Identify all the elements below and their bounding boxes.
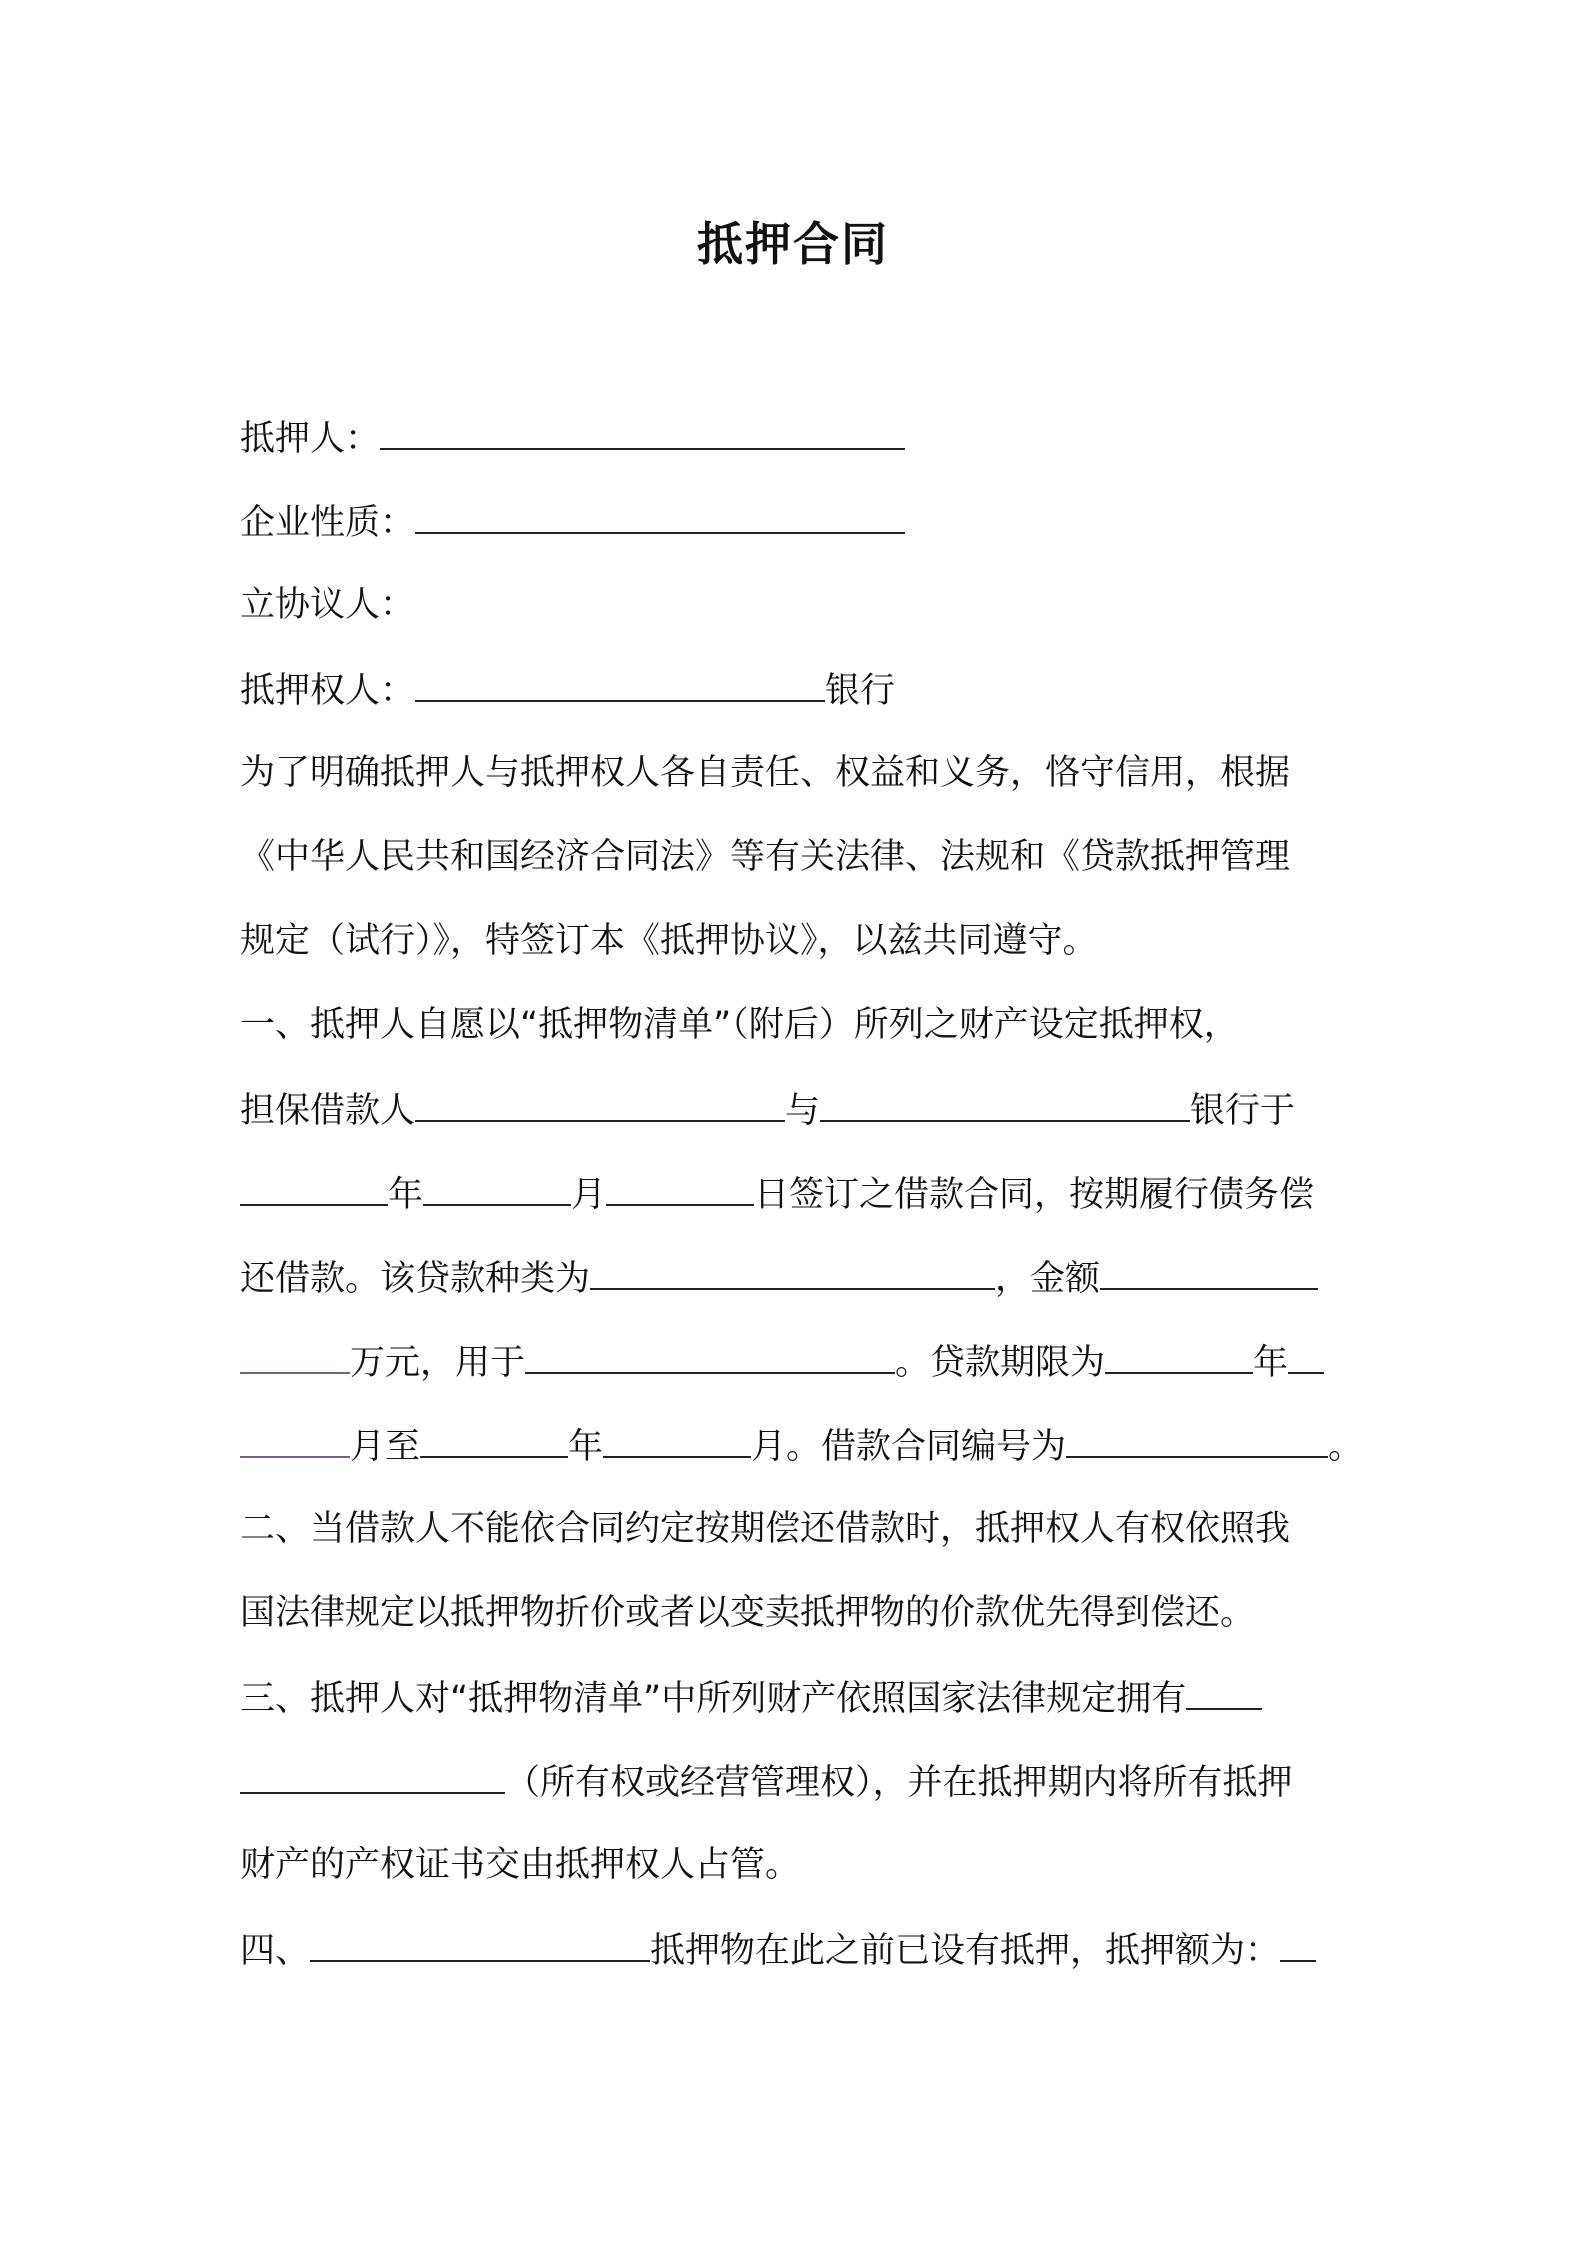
clause4-prefix: 四、 — [240, 1931, 311, 1971]
end-year-blank[interactable] — [420, 1420, 568, 1458]
clause1-line-3 — [240, 1168, 1350, 1218]
purpose-blank[interactable] — [525, 1336, 895, 1374]
clause4-middle: 抵押物在此之前已设有抵押，抵押额为： — [650, 1931, 1281, 1971]
clause3-suffix: （所有权或经营管理权），并在抵押期内将所有抵押 — [505, 1763, 1293, 1803]
clause3-text: 三、抵押人对“抵押物清单”中所列财产依照国家法律规定拥有 — [240, 1679, 1187, 1719]
sign-day-blank[interactable] — [606, 1168, 754, 1206]
ownership-blank[interactable] — [1186, 1672, 1262, 1710]
with-text: 与 — [785, 1091, 821, 1131]
amount-blank-cont[interactable] — [240, 1336, 350, 1374]
guarantee-prefix: 担保借款人 — [240, 1091, 416, 1131]
clause2-line-1: 二、当借款人不能依合同约定按期偿还借款时，抵押权人有权依照我 — [240, 1509, 1291, 1549]
mortgagee-label: 抵押权人： — [240, 671, 416, 711]
clause2-line-2: 国法律规定以抵押物折价或者以变卖抵押物的价款优先得到偿还。 — [240, 1593, 1256, 1633]
borrower-blank[interactable] — [415, 1084, 785, 1122]
term-label: 。贷款期限为 — [895, 1343, 1106, 1383]
clause1-line-4 — [240, 1252, 1350, 1302]
clause1-line-6 — [240, 1420, 1364, 1470]
term-month-blank[interactable] — [1288, 1336, 1324, 1374]
clause3-line-3: 财产的产权证书交由抵押权人占管。 — [240, 1845, 801, 1885]
enterprise-blank[interactable] — [415, 496, 905, 534]
sign-year-blank[interactable] — [240, 1168, 388, 1206]
mortgagee-line — [240, 664, 1350, 714]
mortgagor-label: 抵押人： — [240, 419, 381, 459]
clause4-line-1 — [240, 1924, 1350, 1974]
enterprise-label: 企业性质： — [240, 503, 416, 543]
month-to-text: 月至 — [350, 1427, 421, 1467]
clause3-line-1 — [240, 1672, 1350, 1722]
end-month-blank[interactable] — [603, 1420, 751, 1458]
day-sign-text: 日签订之借款合同，按期履行债务偿 — [754, 1175, 1315, 1215]
clause3-line-2 — [240, 1756, 1350, 1806]
contract-no-label: 月。借款合同编号为 — [751, 1427, 1067, 1467]
wan-use-text: 万元，用于 — [350, 1343, 526, 1383]
ownership-blank-cont[interactable] — [240, 1756, 505, 1794]
document-title: 抵押合同 — [697, 217, 889, 271]
loan-type-blank[interactable] — [590, 1252, 995, 1290]
agreement-party-label: 立协议人： — [240, 585, 416, 625]
loan-type-prefix: 还借款。该贷款种类为 — [240, 1259, 591, 1299]
year3-text: 年 — [568, 1427, 604, 1467]
bank-on-text: 银行于 — [1190, 1091, 1296, 1131]
year-text: 年 — [388, 1175, 424, 1215]
period-text: 。 — [1328, 1427, 1364, 1467]
mortgagee-blank[interactable] — [415, 664, 825, 702]
amount-label: ，金额 — [995, 1259, 1101, 1299]
clause1-line-5 — [240, 1336, 1350, 1386]
mortgage-amount-blank[interactable] — [1280, 1924, 1316, 1962]
bank-blank[interactable] — [820, 1084, 1190, 1122]
prior-mortgage-blank[interactable] — [310, 1924, 650, 1962]
amount-blank[interactable] — [1100, 1252, 1318, 1290]
term-month-blank-cont[interactable] — [240, 1420, 350, 1458]
year2-text: 年 — [1253, 1343, 1289, 1383]
preamble-line-1: 为了明确抵押人与抵押权人各自责任、权益和义务，恪守信用，根据 — [240, 753, 1291, 793]
clause1-line-2 — [240, 1084, 1350, 1134]
preamble-line-3: 规定（试行）》，特签订本《抵押协议》，以兹共同遵守。 — [240, 921, 1098, 961]
contract-no-blank[interactable] — [1066, 1420, 1328, 1458]
clause1-line-1: 一、抵押人自愿以“抵押物清单”（附后）所列之财产设定抵押权， — [240, 1005, 1239, 1045]
agreement-party-line — [240, 580, 1350, 630]
mortgagor-blank[interactable] — [380, 412, 905, 450]
preamble-line-2: 《中华人民共和国经济合同法》等有关法律、法规和《贷款抵押管理 — [240, 837, 1291, 877]
mortgagor-line — [240, 412, 1350, 462]
term-year-blank[interactable] — [1105, 1336, 1253, 1374]
month-text: 月 — [571, 1175, 607, 1215]
mortgagee-suffix: 银行 — [825, 671, 896, 711]
sign-month-blank[interactable] — [423, 1168, 571, 1206]
enterprise-line — [240, 496, 1350, 546]
